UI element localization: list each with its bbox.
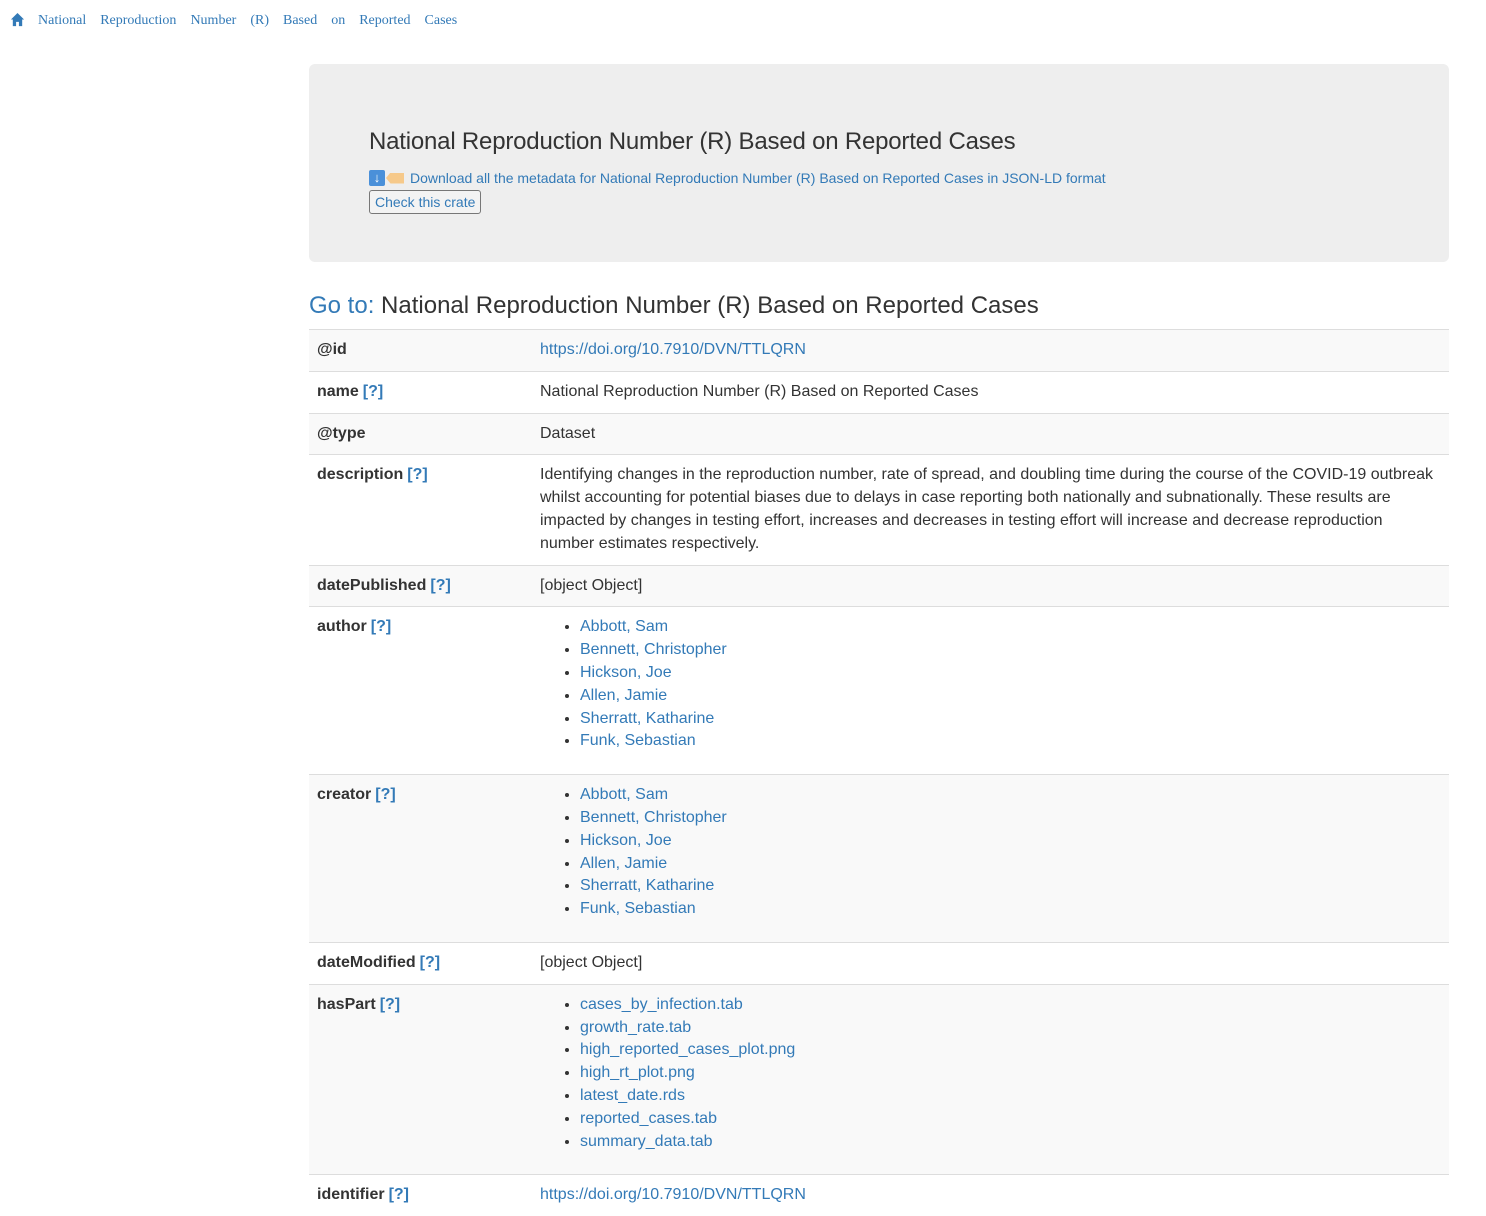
list-item — [580, 639, 1441, 662]
goto-title: National Reproduction Number (R) Based on Reported Cases — [381, 292, 1039, 319]
goto-heading — [309, 292, 1039, 320]
download-metadata-link[interactable]: Download all the metadata for National Reproduction Number (R) Based on Reported Cases in JSON-LD format — [410, 170, 1106, 186]
property-key: identifier [?] — [317, 1186, 409, 1204]
breadcrumb-item[interactable]: Based — [283, 13, 318, 28]
tag-icon — [386, 173, 404, 184]
list-item — [580, 898, 1441, 921]
help-link[interactable]: [?] — [370, 618, 392, 636]
property-key: description [?] — [317, 466, 428, 484]
breadcrumb-item[interactable]: Reported — [359, 13, 411, 28]
check-crate-button[interactable]: Check this crate — [369, 190, 481, 214]
property-value — [532, 984, 1449, 1175]
list-item — [580, 1108, 1441, 1131]
author-list — [540, 616, 1441, 753]
author-link[interactable]: Allen, Jamie — [580, 686, 668, 704]
breadcrumb-item[interactable]: Number — [190, 13, 237, 28]
creator-link[interactable]: Allen, Jamie — [580, 854, 668, 872]
table-row — [309, 775, 1449, 943]
download-metadata-row — [369, 170, 1106, 186]
list-item — [580, 784, 1441, 807]
list-item — [580, 875, 1441, 898]
table-row — [309, 330, 1449, 372]
property-value: [object Object] — [540, 953, 643, 971]
breadcrumb-item[interactable]: (R) — [250, 13, 269, 28]
goto-label: Go to: — [309, 292, 375, 319]
list-item — [580, 1039, 1441, 1062]
file-link[interactable]: high_reported_cases_plot.png — [580, 1041, 796, 1059]
property-key: author [?] — [317, 618, 392, 636]
properties-table — [309, 329, 1449, 1216]
file-link[interactable]: cases_by_infection.tab — [580, 995, 743, 1013]
property-key: name [?] — [317, 382, 384, 400]
help-link[interactable]: [?] — [375, 786, 396, 804]
table-row — [309, 942, 1449, 984]
author-link[interactable]: Hickson, Joe — [580, 663, 672, 681]
property-key: @type — [317, 424, 366, 442]
list-item — [580, 1062, 1441, 1085]
list-item — [580, 830, 1441, 853]
page-title: National Reproduction Number (R) Based on Reported Cases — [369, 128, 1016, 155]
creator-link[interactable]: Hickson, Joe — [580, 831, 672, 849]
list-item — [580, 708, 1441, 731]
author-link[interactable]: Sherratt, Katharine — [580, 709, 715, 727]
list-item — [580, 1131, 1441, 1154]
breadcrumb-item[interactable]: Cases — [424, 13, 458, 28]
list-item — [580, 730, 1441, 753]
help-link[interactable]: [?] — [419, 953, 441, 971]
file-link[interactable]: growth_rate.tab — [580, 1018, 692, 1036]
table-row — [309, 371, 1449, 413]
property-value: [object Object] — [540, 576, 643, 594]
list-item — [580, 1017, 1441, 1040]
haspart-list — [540, 994, 1441, 1154]
property-value: Identifying changes in the reproduction number, rate of spread, and doubling time during the course of the COVID-19 outbreak whilst accounting for potential biases due to delays in case reporting both nationally and subnationally. These results are impacted by changes in testing effort, increases and decreases in testing effort will increase and decrease reproduction number estimates respectively. — [540, 466, 1433, 552]
breadcrumb-item[interactable]: on — [331, 13, 346, 28]
list-item — [580, 994, 1441, 1017]
property-value: National Reproduction Number (R) Based on Reported Cases — [540, 382, 979, 400]
list-item — [580, 807, 1441, 830]
table-row — [309, 455, 1449, 565]
list-item — [580, 685, 1441, 708]
property-key: datePublished [?] — [317, 576, 451, 594]
help-link[interactable]: [?] — [362, 382, 384, 400]
creator-link[interactable]: Bennett, Christopher — [580, 808, 727, 826]
breadcrumb-item[interactable]: Reproduction — [100, 13, 177, 28]
identifier-link[interactable]: https://doi.org/10.7910/DVN/TTLQRN — [540, 1186, 806, 1204]
help-link[interactable]: [?] — [379, 995, 401, 1013]
breadcrumb — [10, 10, 471, 32]
property-key: @id — [317, 341, 347, 358]
creator-link[interactable]: Abbott, Sam — [580, 786, 669, 804]
table-row — [309, 413, 1449, 455]
file-link[interactable]: latest_date.rds — [580, 1086, 685, 1104]
author-link[interactable]: Abbott, Sam — [580, 618, 669, 636]
property-value — [532, 330, 1449, 372]
author-link[interactable]: Funk, Sebastian — [580, 732, 696, 750]
help-link[interactable]: [?] — [407, 466, 428, 484]
help-link[interactable]: [?] — [430, 576, 451, 594]
creator-link[interactable]: Sherratt, Katharine — [580, 877, 715, 895]
help-link[interactable]: [?] — [388, 1186, 409, 1204]
list-item — [580, 616, 1441, 639]
file-link[interactable]: summary_data.tab — [580, 1132, 713, 1150]
table-row — [309, 984, 1449, 1175]
property-key: hasPart [?] — [317, 995, 401, 1013]
property-value — [532, 607, 1449, 775]
list-item — [580, 853, 1441, 876]
file-link[interactable]: reported_cases.tab — [580, 1109, 717, 1127]
property-key: dateModified [?] — [317, 953, 441, 971]
list-item — [580, 662, 1441, 685]
list-item — [580, 1085, 1441, 1108]
home-icon[interactable] — [10, 12, 25, 27]
table-row — [309, 607, 1449, 775]
table-row — [309, 1175, 1449, 1216]
author-link[interactable]: Bennett, Christopher — [580, 641, 727, 659]
file-link[interactable]: high_rt_plot.png — [580, 1064, 695, 1082]
id-link[interactable]: https://doi.org/10.7910/DVN/TTLQRN — [540, 341, 806, 358]
property-value: Dataset — [540, 424, 596, 442]
table-row — [309, 565, 1449, 607]
property-key: creator [?] — [317, 786, 396, 804]
creator-list — [540, 784, 1441, 921]
crate-header — [309, 64, 1449, 262]
breadcrumb-item[interactable]: National — [38, 13, 87, 28]
download-icon[interactable]: ↓ — [369, 170, 385, 186]
property-value — [532, 775, 1449, 943]
creator-link[interactable]: Funk, Sebastian — [580, 900, 696, 918]
property-value — [532, 1175, 1449, 1216]
